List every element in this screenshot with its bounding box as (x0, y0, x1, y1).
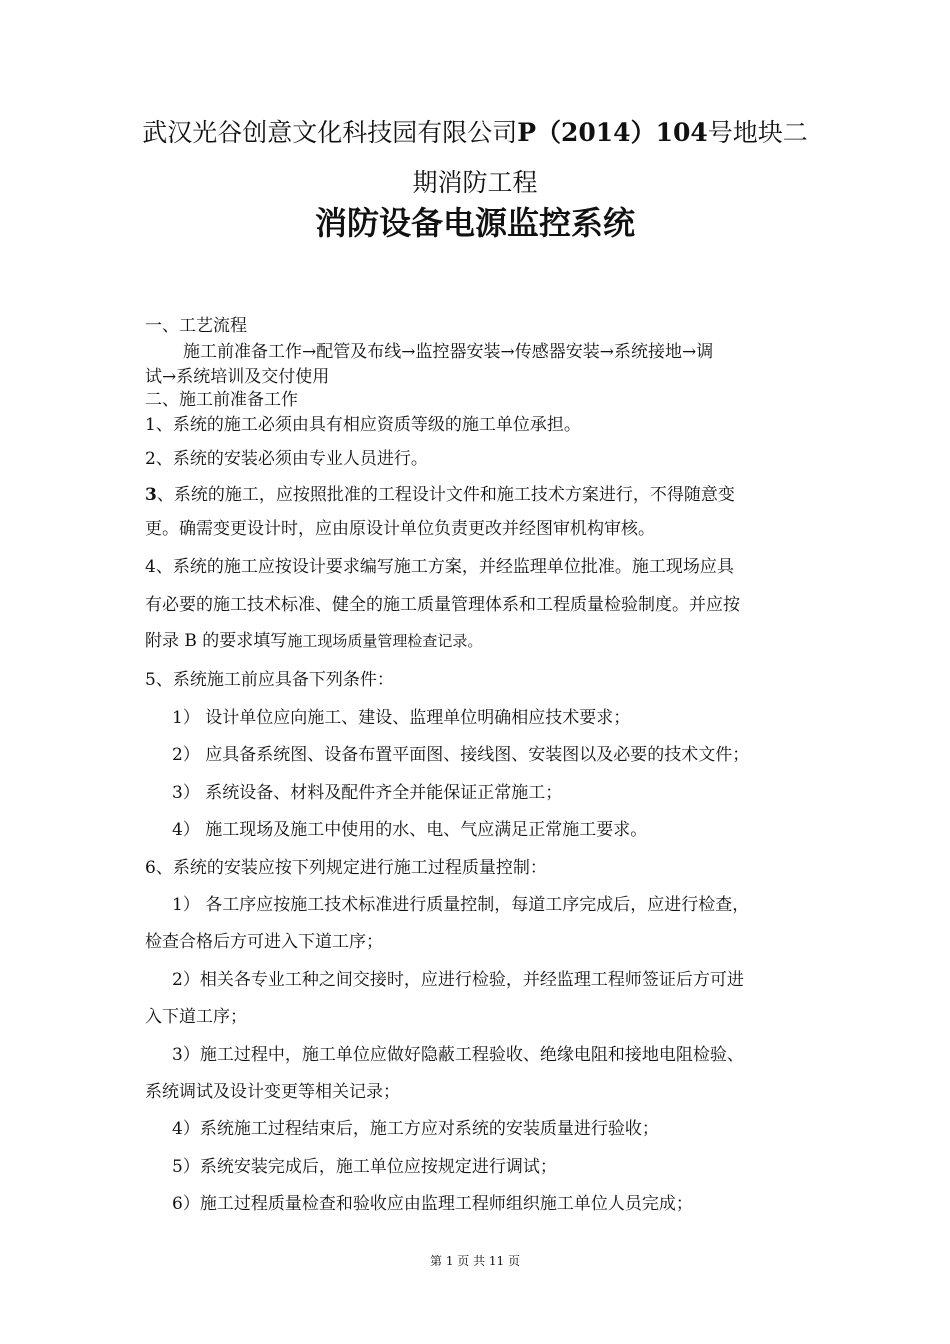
paragraph-item-3-line-1 (145, 484, 810, 506)
document-title-line-1 (0, 116, 950, 150)
paragraph-item-4-line-1: 4、系统的施工应按设计要求编写施工方案，并经监理单位批准。施工现场应具 (145, 557, 734, 577)
process-flow-line-2: 试→系统培训及交付使用 (145, 367, 330, 387)
item-3-text: 、系统的施工，应按照批准的工程设计文件和施工技术方案进行，不得随意变 (156, 485, 735, 505)
condition-item-3: 3） 系统设备、材料及配件齐全并能保证正常施工； (172, 783, 563, 803)
main-title: 消防设备电源监控系统 (314, 204, 635, 242)
paragraph-item-3-line-2: 更。确需变更设计时，应由原设计单位负责更改并经图审机构审核。 (145, 519, 655, 539)
section-heading-process: 一、工艺流程 (145, 316, 247, 336)
section-heading-preparation: 二、施工前准备工作 (145, 390, 298, 410)
item-4-appendix-ref: 附录 B 的要求填写 (145, 631, 288, 651)
title-part-lot: 号地块二 (707, 118, 808, 147)
process-flow-line-1: 施工前准备工作→配管及布线→监控器安装→传感器安装→系统接地→调 (183, 342, 714, 362)
paragraph-item-4-line-3 (145, 630, 810, 652)
page-number: 第 1 页 共 11 页 (430, 1254, 520, 1268)
control-item-3-line-2: 系统调试及设计变更等相关记录； (145, 1082, 400, 1102)
condition-item-2: 2） 应具备系统图、设备布置平面图、接线图、安装图以及必要的技术文件； (172, 745, 750, 765)
title-part-code: P（2014）104 (517, 118, 708, 147)
condition-item-1: 1） 设计单位应向施工、建设、监理单位明确相应技术要求； (172, 708, 631, 728)
paragraph-item-2: 2、系统的安装必须由专业人员进行。 (145, 449, 428, 469)
control-item-4: 4）系统施工过程结束后，施工方应对系统的安装质量进行验收； (172, 1119, 659, 1139)
paragraph-item-1: 1、系统的施工必须由具有相应资质等级的施工单位承担。 (145, 415, 581, 435)
paragraph-item-6: 6、系统的安装应按下列规定进行施工过程质量控制： (145, 858, 547, 878)
control-item-2-line-1: 2）相关各专业工种之间交接时，应进行检验，并经监理工程师签证后方可进 (172, 970, 744, 990)
control-item-6: 6）施工过程质量检查和验收应由监理工程师组织施工单位人员完成； (172, 1194, 693, 1214)
item-3-number: 3 (145, 485, 157, 505)
control-item-1-line-1: 1） 各工序应按施工技术标准进行质量控制，每道工序完成后，应进行检查， (172, 895, 750, 915)
control-item-1-line-2: 检查合格后方可进入下道工序； (145, 932, 383, 952)
paragraph-item-4-line-2: 有必要的施工技术标准、健全的施工质量管理体系和工程质量检验制度。并应按 (145, 595, 740, 615)
title-part-company: 武汉光谷创意文化科技园有限公司 (142, 118, 518, 147)
control-item-3-line-1: 3）施工过程中，施工单位应做好隐蔽工程验收、绝缘电阻和接地电阻检验、 (172, 1045, 744, 1065)
item-4-record-name: 施工现场质量管理检查记录。 (287, 632, 483, 650)
control-item-5: 5）系统安装完成后，施工单位应按规定进行调试； (172, 1157, 557, 1177)
control-item-2-line-2: 入下道工序； (145, 1007, 247, 1027)
document-title-line-2: 期消防工程 (412, 168, 538, 197)
condition-item-4: 4） 施工现场及施工中使用的水、电、气应满足正常施工要求。 (172, 820, 648, 840)
paragraph-item-5: 5、系统施工前应具备下列条件： (145, 670, 394, 690)
